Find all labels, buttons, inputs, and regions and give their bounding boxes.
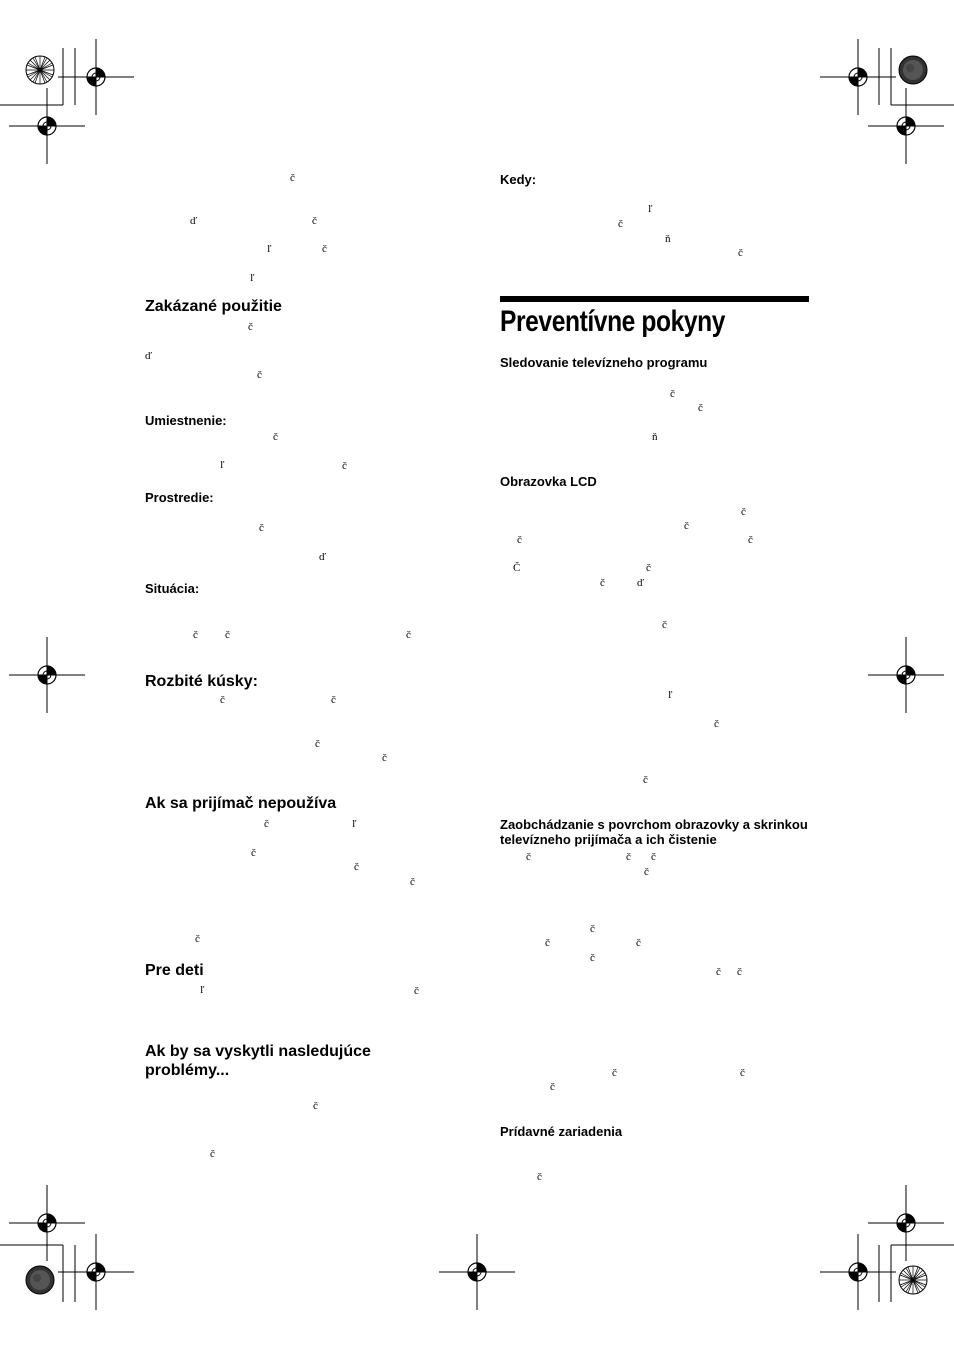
text-fragment: č — [517, 534, 522, 546]
text-fragment: č — [251, 847, 256, 859]
text-fragment: ľ — [648, 203, 653, 215]
text-fragment: č — [331, 694, 336, 706]
text-fragment: č — [406, 629, 411, 641]
text-fragment: č — [741, 506, 746, 518]
text-fragment: č — [313, 1100, 318, 1112]
text-fragment: č — [220, 694, 225, 706]
section-heading-ak-by-sa-vyskytli-problemy: Ak by sa vyskytli nasledujúce problémy... — [145, 1043, 371, 1079]
text-fragment: ň — [665, 233, 671, 245]
text-fragment: č — [714, 718, 719, 730]
section-heading-zakazane-pouzitie: Zakázané použitie — [145, 298, 282, 315]
text-fragment: č — [382, 752, 387, 764]
text-fragment: č — [590, 923, 595, 935]
text-fragment: č — [414, 985, 419, 997]
text-fragment: Č — [513, 562, 521, 574]
text-fragment: č — [342, 460, 347, 472]
subheading-umiestnenie: Umiestnenie: — [145, 413, 227, 428]
text-fragment: ň — [652, 431, 658, 443]
text-fragment: č — [716, 966, 721, 978]
text-fragment: ď — [145, 350, 153, 362]
text-fragment: č — [248, 321, 253, 333]
text-fragment: č — [670, 388, 675, 400]
section-heading-pre-deti: Pre deti — [145, 962, 204, 979]
text-fragment: č — [740, 1067, 745, 1079]
text-fragment: č — [550, 1081, 555, 1093]
text-fragment: č — [322, 243, 327, 255]
text-fragment: č — [526, 851, 531, 863]
text-fragment: č — [748, 534, 753, 546]
text-fragment: č — [315, 738, 320, 750]
text-fragment: č — [193, 629, 198, 641]
text-fragment: č — [636, 937, 641, 949]
text-fragment: č — [545, 937, 550, 949]
section-heading-rozbite-kusky: Rozbité kúsky: — [145, 673, 258, 690]
text-fragment: č — [612, 1067, 617, 1079]
text-fragment: č — [698, 402, 703, 414]
text-fragment: ľ — [267, 243, 272, 255]
subheading-sledovanie-televizneho-programu: Sledovanie televízneho programu — [500, 355, 708, 370]
section-heading-ak-sa-prijimac-nepouziva: Ak sa prijímač nepoužíva — [145, 795, 337, 812]
subheading-obrazovka-lcd: Obrazovka LCD — [500, 474, 597, 489]
subheading-zaobchadzanie-s-povrchom: Zaobchádzanie s povrchom obrazovky a skrinkou televízneho prijímača a ich čistenie — [500, 817, 808, 847]
subheading-situacia: Situácia: — [145, 581, 200, 596]
text-fragment: č — [312, 215, 317, 227]
subheading-prostredie: Prostredie: — [145, 490, 214, 505]
text-fragment: č — [662, 619, 667, 631]
text-fragment: č — [646, 562, 651, 574]
text-fragment: č — [195, 933, 200, 945]
text-fragment: č — [600, 577, 605, 589]
text-fragment: č — [257, 369, 262, 381]
text-fragment: č — [626, 851, 631, 863]
text-fragment: č — [684, 520, 689, 532]
text-fragment: č — [264, 818, 269, 830]
text-fragment: ď — [637, 577, 645, 589]
text-fragment: č — [290, 172, 295, 184]
text-fragment: ď — [319, 551, 327, 563]
text-fragment: č — [643, 774, 648, 786]
text-fragment: č — [410, 876, 415, 888]
text-fragment: ľ — [200, 984, 205, 996]
text-fragment: č — [225, 629, 230, 641]
text-fragment: ľ — [250, 272, 255, 284]
text-fragment: č — [273, 431, 278, 443]
text-fragment: ľ — [668, 689, 673, 701]
subheading-kedy: Kedy: — [500, 172, 537, 187]
text-fragment: č — [354, 861, 359, 873]
text-fragment: č — [590, 952, 595, 964]
text-fragment: č — [737, 966, 742, 978]
subheading-pridavne-zariadenia: Prídavné zariadenia — [500, 1124, 623, 1139]
text-fragment: ď — [190, 215, 198, 227]
title-rule — [500, 296, 809, 302]
text-fragment: č — [537, 1171, 542, 1183]
text-fragment: č — [210, 1148, 215, 1160]
page-title: Preventívne pokyny — [500, 305, 726, 338]
text-fragment: ľ — [220, 459, 225, 471]
text-fragment: č — [738, 247, 743, 259]
text-fragment: č — [618, 218, 623, 230]
text-fragment: ľ — [352, 818, 357, 830]
text-fragment: č — [644, 866, 649, 878]
text-fragment: č — [651, 851, 656, 863]
text-fragment: č — [259, 522, 264, 534]
